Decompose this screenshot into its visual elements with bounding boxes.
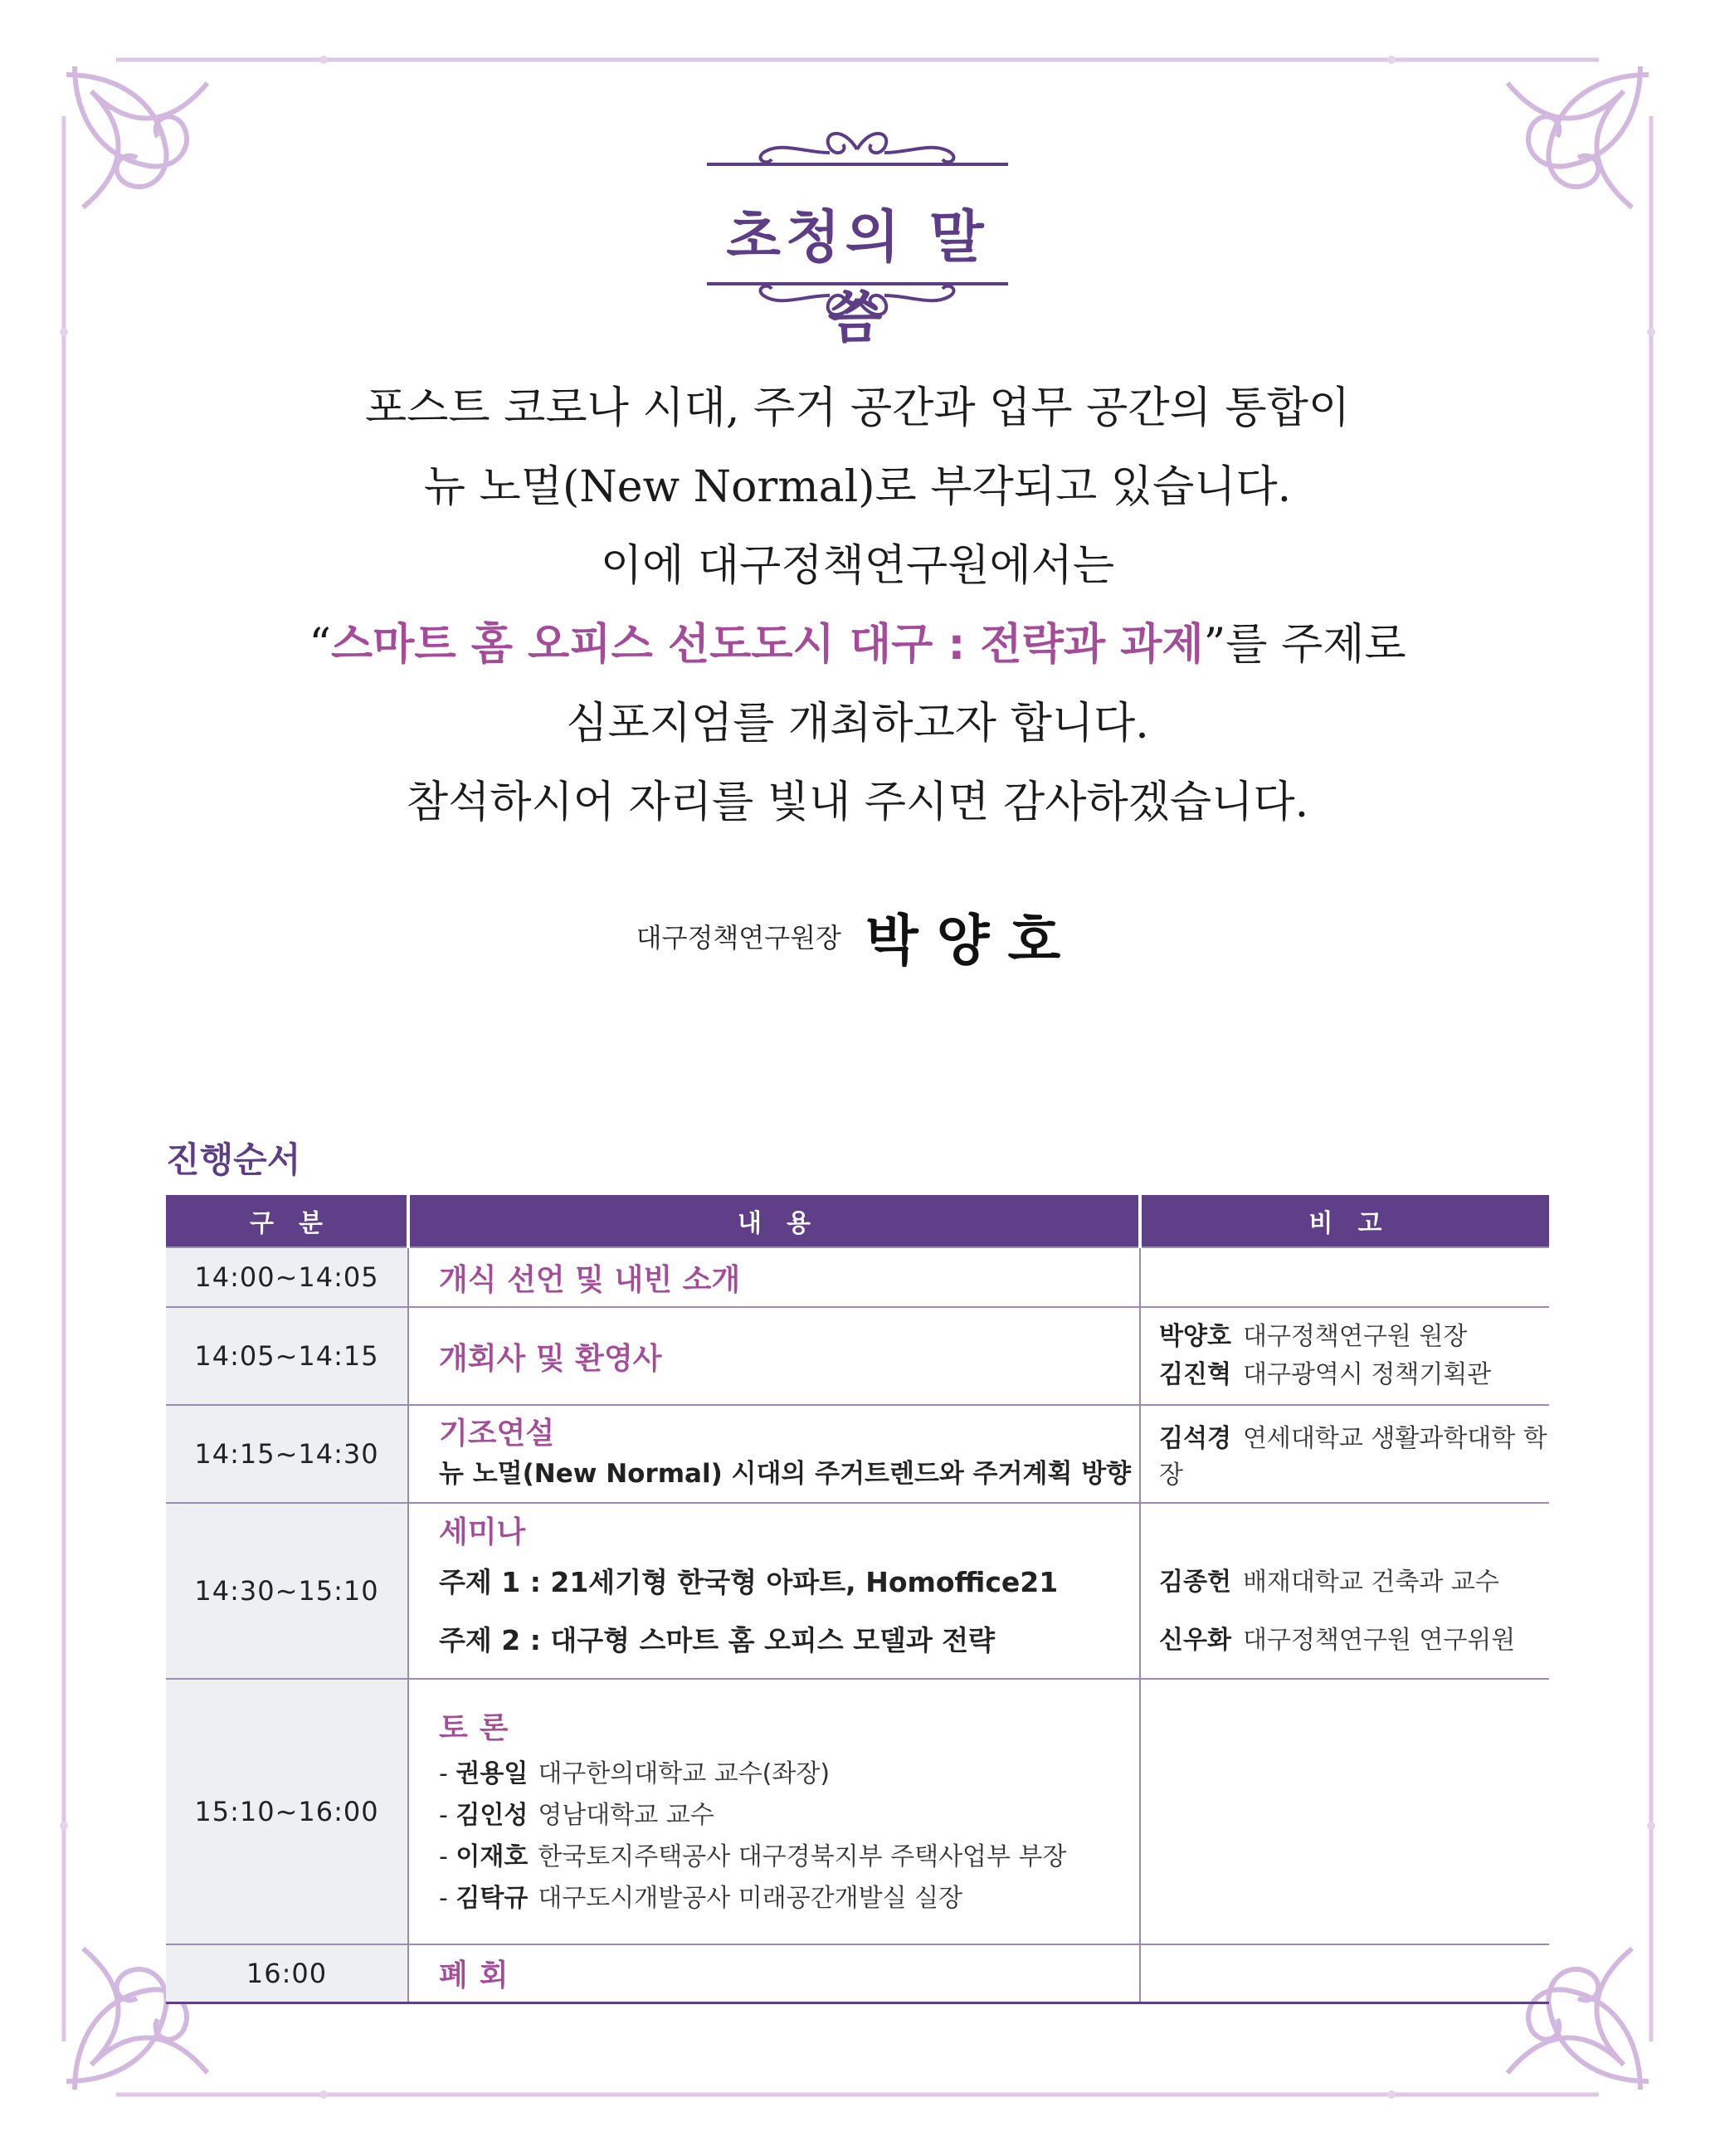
program-table xyxy=(166,1195,1549,2004)
remark-cell xyxy=(1140,1307,1549,1405)
panelist-affiliation: 대구도시개발공사 미래공간개발실 실장 xyxy=(538,1884,963,1913)
session-title: 토론 xyxy=(439,1711,520,1745)
time-cell: 14:15~14:30 xyxy=(166,1405,408,1503)
speaker-name: 김종헌 xyxy=(1159,1567,1231,1597)
panelist-name: 권용일 xyxy=(456,1759,529,1788)
table-row xyxy=(166,1679,1549,1944)
speaker-affiliation: 대구정책연구원 연구위원 xyxy=(1242,1625,1516,1655)
panelist-affiliation: 영남대학교 교수 xyxy=(538,1801,714,1830)
quote-open: “ xyxy=(309,620,331,670)
body-line: 참석하시어 자리를 빛내 주시면 감사하겠습니다. xyxy=(406,778,1309,827)
session-title: 폐회 xyxy=(439,1958,520,1993)
page-title: 초청의 말씀 xyxy=(726,204,989,351)
column-header: 비고 xyxy=(1140,1195,1549,1247)
time-cell: 14:00~14:05 xyxy=(166,1247,408,1307)
seminar-topic: 주제 1 : 21세기형 한국형 아파트, Homoffice21 xyxy=(439,1566,1059,1598)
table-row xyxy=(166,1503,1549,1679)
content-cell xyxy=(408,1679,1140,1944)
signature-role: 대구정책연구원장 xyxy=(636,921,841,954)
content-cell xyxy=(408,1503,1140,1679)
content-cell xyxy=(408,1307,1140,1405)
body-line: 포스트 코로나 시대, 주거 공간과 업무 공간의 통합이 xyxy=(364,383,1351,433)
program-title: 진행순서 xyxy=(166,1139,301,1180)
topic-suffix: ”를 주제로 xyxy=(1203,620,1406,670)
invitation-body xyxy=(183,369,1532,842)
signature xyxy=(0,896,1715,975)
table-row xyxy=(166,1247,1549,1307)
panelist: - 김탁규 대구도시개발공사 미래공간개발실 실장 xyxy=(439,1884,963,1913)
table-row xyxy=(166,1944,1549,2002)
remark-cell xyxy=(1140,1679,1549,1944)
session-subtitle: 뉴 노멀(New Normal) 시대의 주거트렌드와 주거계획 방향 xyxy=(439,1459,1132,1489)
body-line: 이에 대구정책연구원에서는 xyxy=(600,541,1115,591)
speaker-affiliation: 대구정책연구원 원장 xyxy=(1242,1322,1468,1351)
time-cell: 14:30~15:10 xyxy=(166,1503,408,1679)
speaker-affiliation: 대구광역시 정책기획관 xyxy=(1242,1360,1492,1389)
remark-cell xyxy=(1140,1503,1549,1679)
speaker-name: 신우화 xyxy=(1159,1625,1231,1655)
session-title: 개식 선언 및 내빈 소개 xyxy=(439,1262,741,1297)
remark-cell xyxy=(1140,1944,1549,2002)
panelist: - 권용일 대구한의대학교 교수(좌장) xyxy=(439,1759,831,1788)
body-line: 심포지엄를 개최하고자 합니다. xyxy=(566,699,1149,749)
table-header-row xyxy=(166,1195,1549,1247)
session-title: 개회사 및 환영사 xyxy=(439,1341,662,1376)
time-cell: 15:10~16:00 xyxy=(166,1679,408,1944)
time-cell: 14:05~14:15 xyxy=(166,1307,408,1405)
speaker-name: 김석경 xyxy=(1159,1424,1231,1453)
corner-ornament-icon xyxy=(66,66,207,207)
panelist-name: 이재호 xyxy=(456,1842,529,1871)
content-cell xyxy=(408,1944,1140,2002)
speaker-name: 박양호 xyxy=(1159,1322,1231,1351)
table-row xyxy=(166,1405,1549,1503)
session-title: 기조연설 xyxy=(439,1417,555,1451)
seminar-topic: 주제 2 : 대구형 스마트 홈 오피스 모델과 전략 xyxy=(439,1624,995,1656)
panelist-name: 김인성 xyxy=(456,1801,529,1830)
body-line-topic xyxy=(183,606,1532,685)
panelist-affiliation: 한국토지주택공사 대구경북지부 주택사업부 부장 xyxy=(538,1842,1067,1871)
speaker-affiliation: 배재대학교 건축과 교수 xyxy=(1242,1567,1499,1597)
panelist-affiliation: 대구한의대학교 교수(좌장) xyxy=(538,1759,831,1788)
signature-name: 박양호 xyxy=(865,908,1079,973)
column-header: 내용 xyxy=(408,1195,1140,1247)
panelist: - 이재호 한국토지주택공사 대구경북지부 주택사업부 부장 xyxy=(439,1842,1067,1871)
session-title: 세미나 xyxy=(439,1515,526,1549)
symposium-topic: 스마트 홈 오피스 선도도시 대구 : 전략과 과제 xyxy=(330,620,1204,670)
column-header: 구분 xyxy=(166,1195,408,1247)
remark-cell xyxy=(1140,1247,1549,1307)
table-row xyxy=(166,1307,1549,1405)
panelist-name: 김탁규 xyxy=(456,1884,529,1913)
content-cell xyxy=(408,1247,1140,1307)
time-cell: 16:00 xyxy=(166,1944,408,2002)
speaker-name: 김진혁 xyxy=(1159,1360,1231,1389)
remark-cell xyxy=(1140,1405,1549,1503)
speaker-affiliation: 연세대학교 생활과학대학 학장 xyxy=(1159,1424,1547,1490)
panelist: - 김인성 영남대학교 교수 xyxy=(439,1801,714,1830)
body-line: 뉴 노멀(New Normal)로 부각되고 있습니다. xyxy=(423,462,1292,512)
content-cell xyxy=(408,1405,1140,1503)
invitation-title-block xyxy=(697,116,1018,351)
